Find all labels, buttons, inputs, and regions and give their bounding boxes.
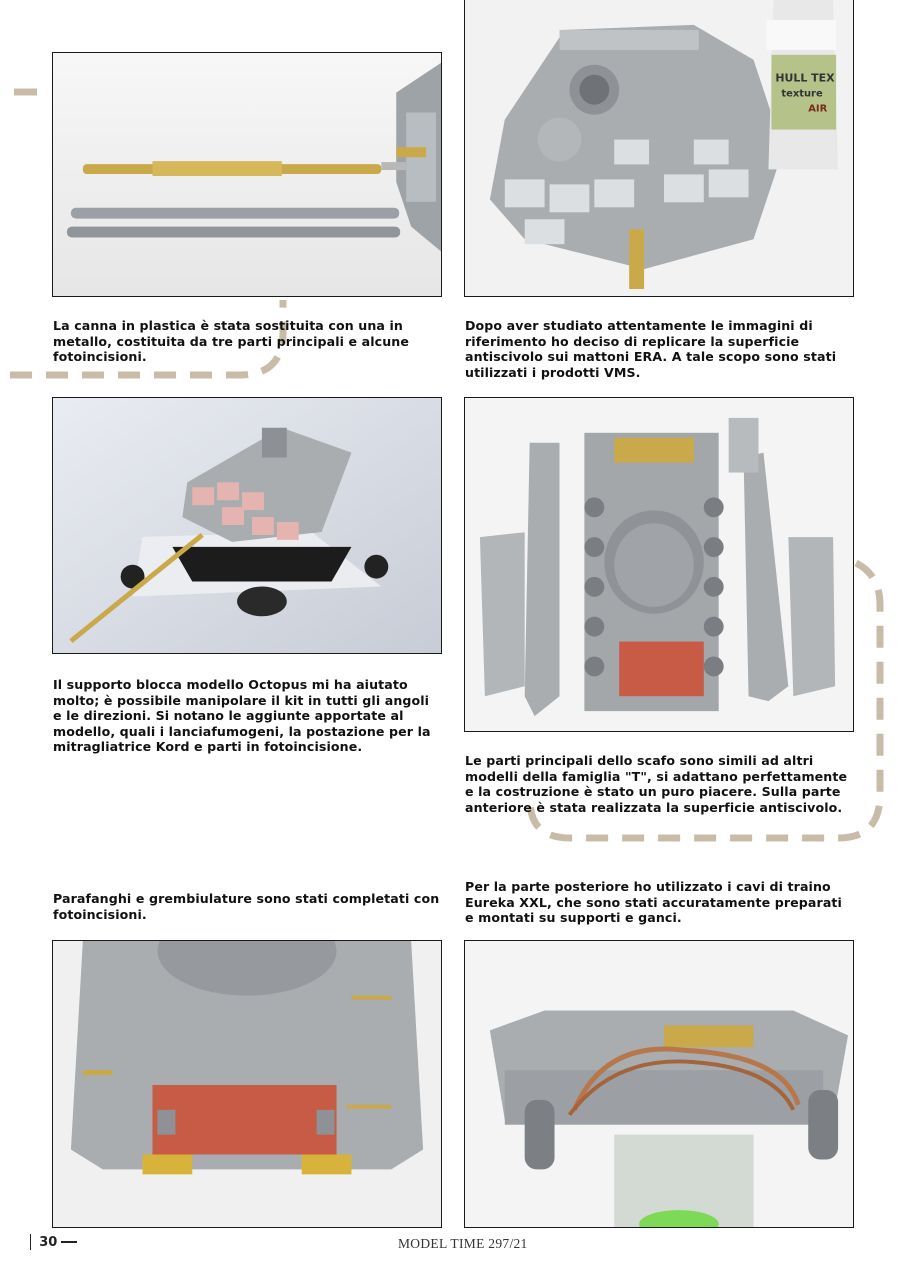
photo-metal-barrel: [52, 52, 442, 297]
photo-hull-parts: [464, 397, 854, 732]
magazine-issue: MODEL TIME 297/21: [398, 1236, 528, 1251]
folio-rule: [61, 1241, 77, 1242]
photo-octopus-support: [52, 397, 442, 654]
photo-tow-cables: [464, 940, 854, 1228]
caption-hull: Le parti principali dello scafo sono simili ad altri modelli della famiglia "T", si adattano perfettamente e la costruzione è stato un puro piacere. Sulla parte anteriore è stata realizzata la superficie antiscivolo.: [465, 753, 848, 815]
page-number: 30: [39, 1234, 58, 1250]
photo-era-bricks: [464, 0, 854, 297]
caption-support: Il supporto blocca modello Octopus mi ha aiutato molto; è possibile manipolare il kit in tutti gli angoli e le direzioni. Si notano le aggiunte apportate al modello, quali i lanciafumogeni, la postazione per la mitragliatrice Kord e parti in fotoincisione.: [53, 677, 431, 755]
product-label-line1: HULL TEX: [775, 71, 835, 85]
photo-fenders: [52, 940, 442, 1228]
caption-fenders: Parafanghi e grembiulature sono stati completati con fotoincisioni.: [53, 891, 440, 922]
caption-era: Dopo aver studiato attentamente le immagini di riferimento ho deciso di replicare la superficie antiscivolo sui mattoni ERA. A tale scopo sono stati utilizzati i prodotti VMS.: [465, 318, 837, 380]
caption-rear: Per la parte posteriore ho utilizzato i cavi di traino Eureka XXL, che sono stati accuratamente preparati e montati su supporti e ganci.: [465, 879, 842, 926]
product-label-line2: texture: [781, 88, 823, 100]
page-folio: [30, 1234, 77, 1250]
product-label-line3: AIR: [808, 103, 828, 115]
folio-bar: [30, 1234, 31, 1250]
caption-barrel: La canna in plastica è stata sostituita con una in metallo, costituita da tre parti principali e alcune fotoincisioni.: [53, 318, 409, 365]
